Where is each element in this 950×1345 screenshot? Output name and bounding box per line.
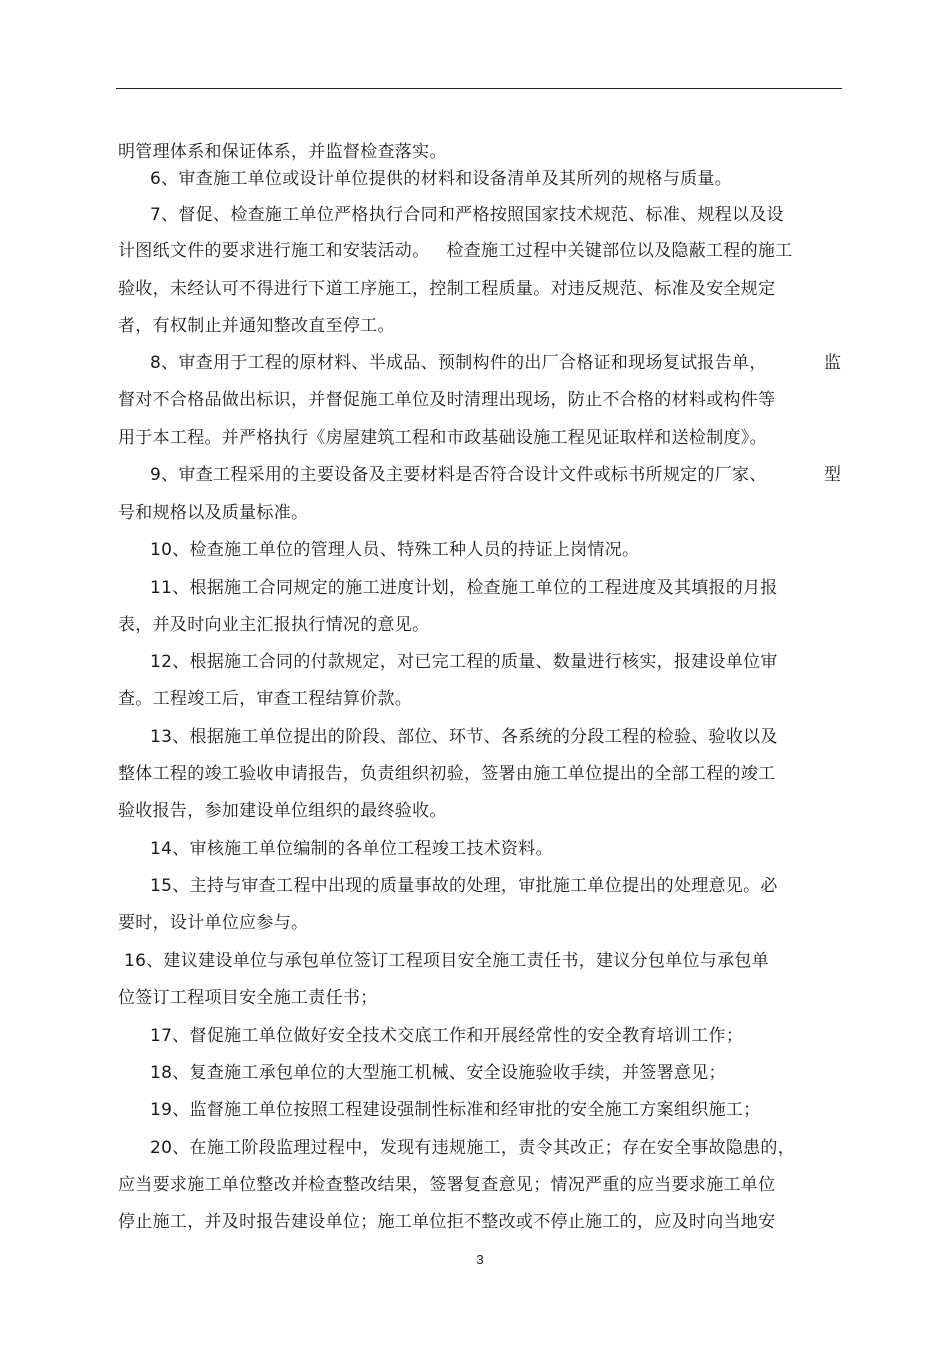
text-line: 督对不合格品做出标识，并督促施工单位及时清理出现场，防止不合格的材料或构件等 bbox=[118, 390, 776, 410]
text-line: 10、检查施工单位的管理人员、特殊工种人员的持证上岗情况。 bbox=[150, 540, 640, 560]
text-line: 查。工程竣工后，审查工程结算价款。 bbox=[118, 689, 413, 709]
text-line: 表，并及时向业主汇报执行情况的意见。 bbox=[118, 615, 430, 635]
text-line: 9、审查工程采用的主要设备及主要材料是否符合设计文件或标书所规定的厂家、 bbox=[150, 465, 767, 485]
text-line: 18、复查施工承包单位的大型施工机械、安全设施验收手续，并签署意见； bbox=[150, 1063, 726, 1083]
text-line: 明管理体系和保证体系，并监督检查落实。 bbox=[118, 142, 447, 162]
text-line: 11、根据施工合同规定的施工进度计划，检查施工单位的工程进度及其填报的月报 bbox=[150, 578, 778, 598]
text-line: 型 bbox=[824, 465, 842, 485]
text-line: 停止施工，并及时报告建设单位；施工单位拒不整改或不停止施工的，应及时向当地安 bbox=[118, 1212, 776, 1232]
text-line: 位签订工程项目安全施工责任书； bbox=[118, 988, 378, 1008]
text-line: 7、督促、检查施工单位严格执行合同和严格按照国家技术规范、标准、规程以及设 bbox=[150, 205, 784, 225]
text-line: 17、督促施工单位做好安全技术交底工作和开展经常性的安全教育培训工作； bbox=[150, 1026, 744, 1046]
text-line: 者，有权制止并通知整改直至停工。 bbox=[118, 316, 395, 336]
text-line: 19、监督施工单位按照工程建设强制性标准和经审批的安全施工方案组织施工； bbox=[150, 1100, 761, 1120]
text-line: 整体工程的竣工验收申请报告，负责组织初验，签署由施工单位提出的全部工程的竣工 bbox=[118, 764, 776, 784]
text-line: 号和规格以及质量标准。 bbox=[118, 503, 309, 523]
text-line: 监 bbox=[824, 353, 842, 373]
text-line: 验收，未经认可不得进行下道工序施工，控制工程质量。对违反规范、标准及安全规定 bbox=[118, 279, 776, 299]
text-line: 用于本工程。并严格执行《房屋建筑工程和市政基础设施工程见证取样和送检制度》。 bbox=[118, 428, 767, 448]
page-number: 3 bbox=[476, 1252, 484, 1267]
text-line: 14、审核施工单位编制的各单位工程竣工技术资料。 bbox=[150, 839, 553, 859]
text-line: 8、审查用于工程的原材料、半成品、预制构件的出厂合格证和现场复试报告单， bbox=[150, 353, 767, 373]
text-line: 16、建议建设单位与承包单位签订工程项目安全施工责任书，建议分包单位与承包单 bbox=[124, 951, 770, 971]
text-line: 6、审查施工单位或设计单位提供的材料和设备清单及其所列的规格与质量。 bbox=[150, 169, 733, 189]
text-line: 应当要求施工单位整改并检查整改结果，签署复查意见；情况严重的应当要求施工单位 bbox=[118, 1175, 776, 1195]
text-line: 13、根据施工单位提出的阶段、部位、环节、各系统的分段工程的检验、验收以及 bbox=[150, 727, 778, 747]
text-line: 要时，设计单位应参与。 bbox=[118, 913, 309, 933]
header-rule bbox=[116, 88, 842, 89]
text-line: 15、主持与审查工程中出现的质量事故的处理，审批施工单位提出的处理意见。必 bbox=[150, 876, 778, 896]
text-line: 验收报告，参加建设单位组织的最终验收。 bbox=[118, 801, 447, 821]
text-line: 12、根据施工合同的付款规定，对已完工程的质量、数量进行核实，报建设单位审 bbox=[150, 652, 778, 672]
text-line: 20、在施工阶段监理过程中，发现有违规施工，责令其改正；存在安全事故隐患的， bbox=[150, 1138, 796, 1158]
text-line: 计图纸文件的要求进行施工和安装活动。 检查施工过程中关键部位以及隐蔽工程的施工 bbox=[118, 241, 793, 261]
